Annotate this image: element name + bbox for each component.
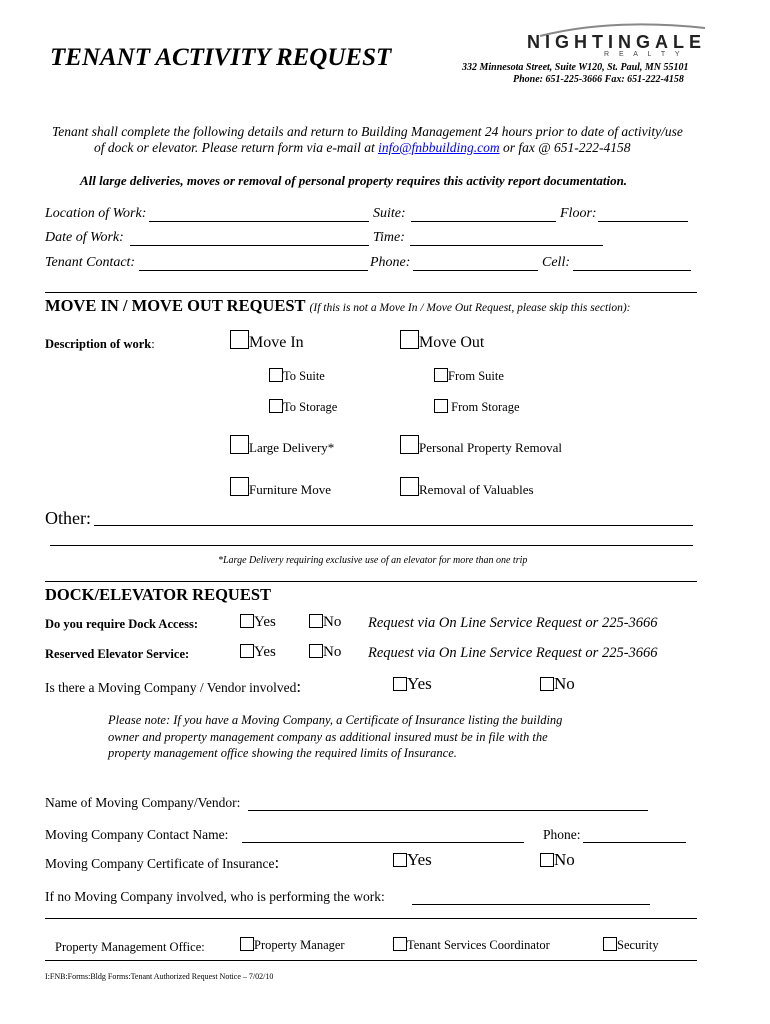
cell-label: Cell: [542, 255, 570, 270]
location-label: Location of Work: [45, 206, 147, 221]
description-label-text: Description of work [45, 337, 152, 351]
property-manager-checkbox[interactable] [240, 937, 254, 951]
move-in-option[interactable] [230, 330, 304, 352]
to-storage-checkbox[interactable] [269, 399, 283, 413]
from-storage-checkbox[interactable] [434, 399, 448, 413]
insurance-note-3: property management office showing the required limits of Insurance. [108, 746, 457, 760]
cert-yes-checkbox[interactable] [393, 853, 407, 867]
to-suite-label: To Suite [283, 369, 325, 383]
cert-yes-label: Yes [407, 850, 432, 869]
property-manager-label: Property Manager [254, 938, 345, 952]
contact-name-label: Moving Company Contact Name: [45, 827, 229, 842]
move-heading-text: MOVE IN / MOVE OUT REQUEST [45, 296, 306, 315]
other-field[interactable] [94, 525, 693, 526]
cert-no-label: No [554, 850, 575, 869]
date-field[interactable] [130, 245, 369, 246]
cert-yes-option[interactable] [393, 850, 432, 870]
contact-field[interactable] [139, 270, 368, 271]
intro-line-2 [94, 140, 631, 156]
who-performing-field[interactable] [412, 904, 650, 905]
notice-text: All large deliveries, moves or removal of personal property requires this activity report documentation. [80, 173, 628, 188]
elevator-label: Reserved Elevator Service: [45, 647, 190, 661]
divider [45, 292, 697, 293]
large-delivery-checkbox[interactable] [230, 435, 249, 454]
other-field-2[interactable] [50, 545, 693, 546]
move-out-checkbox[interactable] [400, 330, 419, 349]
vendor-yes-checkbox[interactable] [393, 677, 407, 691]
insurance-note-1: Please note: If you have a Moving Company, a Certificate of Insurance listing the building [108, 713, 563, 727]
insurance-note-2: owner and property management company as additional insured must be in file with the [108, 730, 548, 744]
who-performing-label: If no Moving Company involved, who is performing the work: [45, 889, 385, 904]
certificate-label-text: Moving Company Certificate of Insurance [45, 856, 275, 871]
office-label: Property Management Office: [55, 940, 205, 954]
valuables-checkbox[interactable] [400, 477, 419, 496]
security-label: Security [617, 938, 659, 952]
to-storage-label: To Storage [283, 400, 338, 414]
vendor-no-label: No [554, 674, 575, 693]
divider [45, 918, 697, 919]
certificate-label-colon: : [274, 853, 280, 872]
divider [45, 581, 697, 582]
vendor-no-option[interactable] [540, 674, 575, 694]
suite-field[interactable] [411, 221, 556, 222]
floor-field[interactable] [598, 221, 688, 222]
personal-property-label: Personal Property Removal [419, 440, 562, 455]
phone-field[interactable] [413, 270, 538, 271]
elevator-no-option[interactable] [309, 644, 341, 661]
time-field[interactable] [410, 245, 603, 246]
cert-no-option[interactable] [540, 850, 575, 870]
elevator-no-checkbox[interactable] [309, 644, 323, 658]
move-out-option[interactable] [400, 330, 484, 352]
move-heading [45, 296, 631, 316]
dock-yes-option[interactable] [240, 614, 276, 631]
logo-text: NIGHTINGALE [527, 32, 706, 52]
vendor-yes-label: Yes [407, 674, 432, 693]
elevator-no-label: No [323, 644, 342, 660]
large-delivery-footnote: *Large Delivery requiring exclusive use of an elevator for more than one trip [218, 555, 528, 566]
header-phone-fax: Phone: 651-225-3666 Fax: 651-222-4158 [513, 74, 684, 85]
description-label-colon: : [151, 337, 155, 351]
furniture-label: Furniture Move [249, 482, 331, 497]
dock-access-label: Do you require Dock Access: [45, 617, 198, 631]
suite-label: Suite: [373, 206, 406, 221]
furniture-option[interactable] [230, 477, 331, 498]
logo-subtext: R E A L T Y [604, 51, 684, 58]
elevator-request-note: Request via On Line Service Request or 225-3666 [368, 645, 658, 661]
elevator-yes-option[interactable] [240, 644, 276, 661]
move-in-label: Move In [249, 334, 304, 351]
company-phone-field[interactable] [583, 842, 686, 843]
elevator-yes-label: Yes [254, 644, 276, 660]
phone-label: Phone: [370, 255, 411, 270]
valuables-option[interactable] [400, 477, 534, 498]
dock-heading: DOCK/ELEVATOR REQUEST [45, 585, 272, 604]
property-manager-option[interactable] [240, 937, 345, 953]
contact-label: Tenant Contact: [45, 255, 136, 270]
from-suite-option[interactable] [434, 368, 504, 384]
description-label [45, 337, 155, 352]
email-link[interactable]: info@fnbbuilding.com [378, 140, 500, 155]
divider [45, 960, 697, 961]
dock-no-label: No [323, 614, 342, 630]
cert-no-checkbox[interactable] [540, 853, 554, 867]
security-option[interactable] [603, 937, 659, 953]
dock-request-note: Request via On Line Service Request or 225-3666 [368, 615, 658, 631]
security-checkbox[interactable] [603, 937, 617, 951]
vendor-label-text: Is there a Moving Company / Vendor involved [45, 680, 297, 695]
from-storage-option[interactable] [434, 399, 520, 415]
coordinator-label: Tenant Services Coordinator [407, 938, 550, 952]
to-suite-option[interactable] [269, 368, 325, 384]
elevator-yes-checkbox[interactable] [240, 644, 254, 658]
dock-no-option[interactable] [309, 614, 341, 631]
move-heading-note: (If this is not a Move In / Move Out Request, please skip this section): [309, 302, 631, 314]
personal-property-option[interactable] [400, 435, 562, 456]
floor-label: Floor: [560, 206, 597, 221]
move-in-checkbox[interactable] [230, 330, 249, 349]
dock-yes-label: Yes [254, 614, 276, 630]
personal-property-checkbox[interactable] [400, 435, 419, 454]
from-suite-label: From Suite [448, 369, 504, 383]
form-title: TENANT ACTIVITY REQUEST [50, 44, 392, 71]
move-out-label: Move Out [419, 334, 485, 351]
intro-text-pre: of dock or elevator. Please return form via e-mail at [94, 140, 379, 155]
contact-name-field[interactable] [242, 842, 524, 843]
valuables-label: Removal of Valuables [419, 482, 534, 497]
from-suite-checkbox[interactable] [434, 368, 448, 382]
time-label: Time: [373, 230, 405, 245]
vendor-label-colon: : [296, 677, 302, 696]
intro-line-1: Tenant shall complete the following details and return to Building Management 24 hours prior to date of activity/use [52, 124, 683, 139]
coordinator-checkbox[interactable] [393, 937, 407, 951]
furniture-checkbox[interactable] [230, 477, 249, 496]
vendor-label [45, 677, 301, 697]
company-name-field[interactable] [248, 810, 648, 811]
to-storage-option[interactable] [269, 399, 337, 415]
dock-no-checkbox[interactable] [309, 614, 323, 628]
large-delivery-label: Large Delivery* [249, 440, 335, 455]
vendor-no-checkbox[interactable] [540, 677, 554, 691]
header-address: 332 Minnesota Street, Suite W120, St. Paul, MN 55101 [462, 62, 689, 73]
large-delivery-option[interactable] [230, 435, 334, 456]
footer-path: I:FNB:Forms:Bldg Forms:Tenant Authorized Request Notice – 7/02/10 [45, 972, 274, 981]
cell-field[interactable] [573, 270, 691, 271]
company-phone-label: Phone: [543, 827, 581, 842]
company-name-label: Name of Moving Company/Vendor: [45, 795, 241, 810]
date-label: Date of Work: [45, 230, 124, 245]
other-label: Other: [45, 508, 91, 528]
location-field[interactable] [149, 221, 369, 222]
dock-yes-checkbox[interactable] [240, 614, 254, 628]
vendor-yes-option[interactable] [393, 674, 432, 694]
from-storage-label: From Storage [451, 400, 520, 414]
certificate-label [45, 853, 279, 873]
coordinator-option[interactable] [393, 937, 550, 953]
to-suite-checkbox[interactable] [269, 368, 283, 382]
intro-text-post: or fax @ 651-222-4158 [499, 140, 631, 155]
